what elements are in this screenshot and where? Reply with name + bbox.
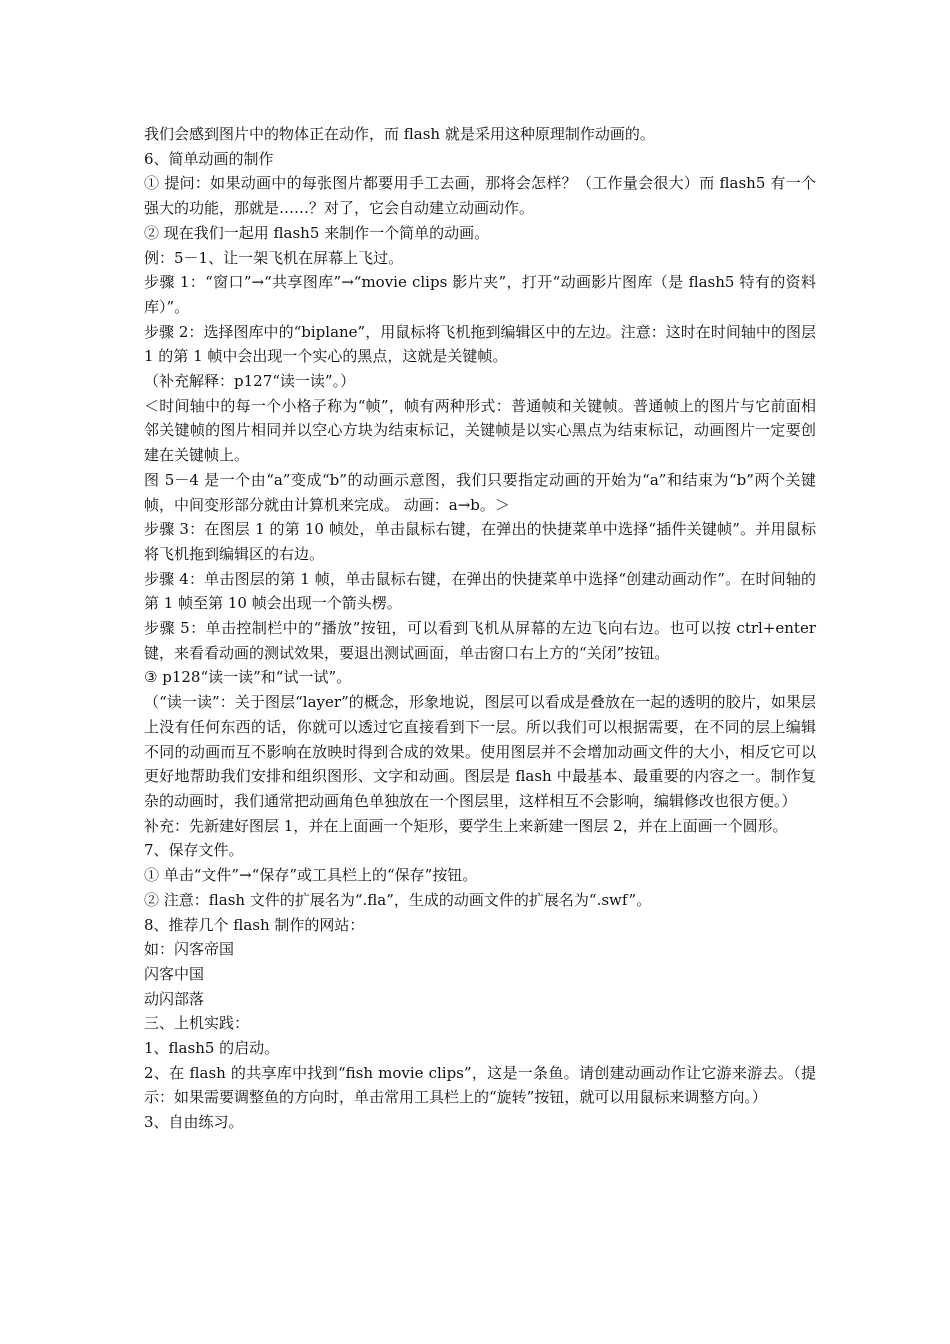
paragraph: ② 现在我们一起用 flash5 来制作一个简单的动画。 [144,223,490,242]
paragraph: 1、flash5 的启动。 [144,1039,280,1058]
paragraph: ③ p128“读一读”和“试一试”。 [144,668,352,687]
section-heading: 8、推荐几个 flash 制作的网站： [144,915,365,934]
paragraph: ① 提问：如果动画中的每张图片都要用手工去画，那将会怎样？（工作量会很大）而 flash5 有一个强大的功能，那就是……？对了，它会自动建立动画动作。 [144,174,816,218]
paragraph: ① 单击“文件”→“保存”或工具栏上的“保存”按钮。 [144,866,478,885]
paragraph: 2、在 flash 的共享库中找到“fish movie clips”，这是一条鱼。请创建动画动作让它游来游去。（提示：如果需要调整鱼的方向时，单击常用工具栏上的“旋转”按钮，就可以用鼠标来调整方向。） [144,1063,816,1107]
paragraph: 步骤 4：单击图层的第 1 帧，单击鼠标右键，在弹出的快捷菜单中选择“创建动画动作”。在时间轴的第 1 帧至第 10 帧会出现一个箭头楞。 [144,569,816,613]
paragraph: ② 注意：flash 文件的扩展名为“.fla”，生成的动画文件的扩展名为“.swf”。 [144,890,652,909]
section-heading: 6、简单动画的制作 [144,149,274,168]
paragraph: （补充解释：p127“读一读”。） [144,372,356,391]
section-heading: 三、上机实践： [144,1014,250,1033]
list-item: 闪客中国 [144,964,205,983]
paragraph: 3、自由练习。 [144,1113,244,1132]
paragraph: 图 5－4 是一个由“a”变成“b”的动画示意图，我们只要指定动画的开始为“a”和结束为“b”两个关键帧，中间变形部分就由计算机来完成。 动画：a→b。＞ [144,470,816,514]
paragraph: 步骤 5：单击控制栏中的“播放”按钮，可以看到飞机从屏幕的左边飞向右边。也可以按 ctrl+enter 键，来看看动画的测试效果，要退出测试画面，单击窗口右上方的“关闭”按钮。 [144,619,816,662]
list-item: 动闪部落 [144,989,205,1008]
document-body [144,122,816,1135]
section-heading: 7、保存文件。 [144,841,244,860]
paragraph: 例：5－1、让一架飞机在屏幕上飞过。 [144,248,404,267]
list-item: 如：闪客帝国 [144,940,235,959]
paragraph: 步骤 3：在图层 1 的第 10 帧处，单击鼠标右键，在弹出的快捷菜单中选择“插件关键帧”。并用鼠标将飞机拖到编辑区的右边。 [144,520,816,563]
paragraph: 补充：先新建好图层 1，并在上面画一个矩形，要学生上来新建一图层 2，并在上面画一个圆形。 [144,816,788,835]
paragraph: ＜时间轴中的每一个小格子称为“帧”，帧有两种形式：普通帧和关键帧。普通帧上的图片与它前面相邻关键帧的图片相同并以空心方块为结束标记，关键帧是以实心黑点为结束标记，动画图片一定要创建在关键帧上。 [144,396,816,465]
paragraph: （“读一读”：关于图层“layer”的概念，形象地说，图层可以看成是叠放在一起的透明的胶片，如果层上没有任何东西的话，你就可以透过它直接看到下一层。所以我们可以根据需要，在不同的层上编辑不同的动画而互不影响在放映时得到合成的效果。使用图层并不会增加动画文件的大小，相反它可以更好地帮助我们安排和组织图形、文字和动画。图层是 flash 中最基本、最重要的内容之一。制作复杂的动画时，我们通常把动画角色单独放在一个图层里，这样相互不会影响，编辑修改也很方便。） [144,693,816,810]
paragraph: 步骤 2：选择图库中的“biplane”，用鼠标将飞机拖到编辑区中的左边。注意：这时在时间轴中的图层 1 的第 1 帧中会出现一个实心的黑点，这就是关键帧。 [144,322,816,366]
paragraph: 步骤 1：“窗口”→“共享图库”→“movie clips 影片夹”，打开“动画影片图库（是 flash5 特有的资料库）”。 [144,273,816,316]
paragraph: 我们会感到图片中的物体正在动作，而 flash 就是采用这种原理制作动画的。 [144,125,655,143]
